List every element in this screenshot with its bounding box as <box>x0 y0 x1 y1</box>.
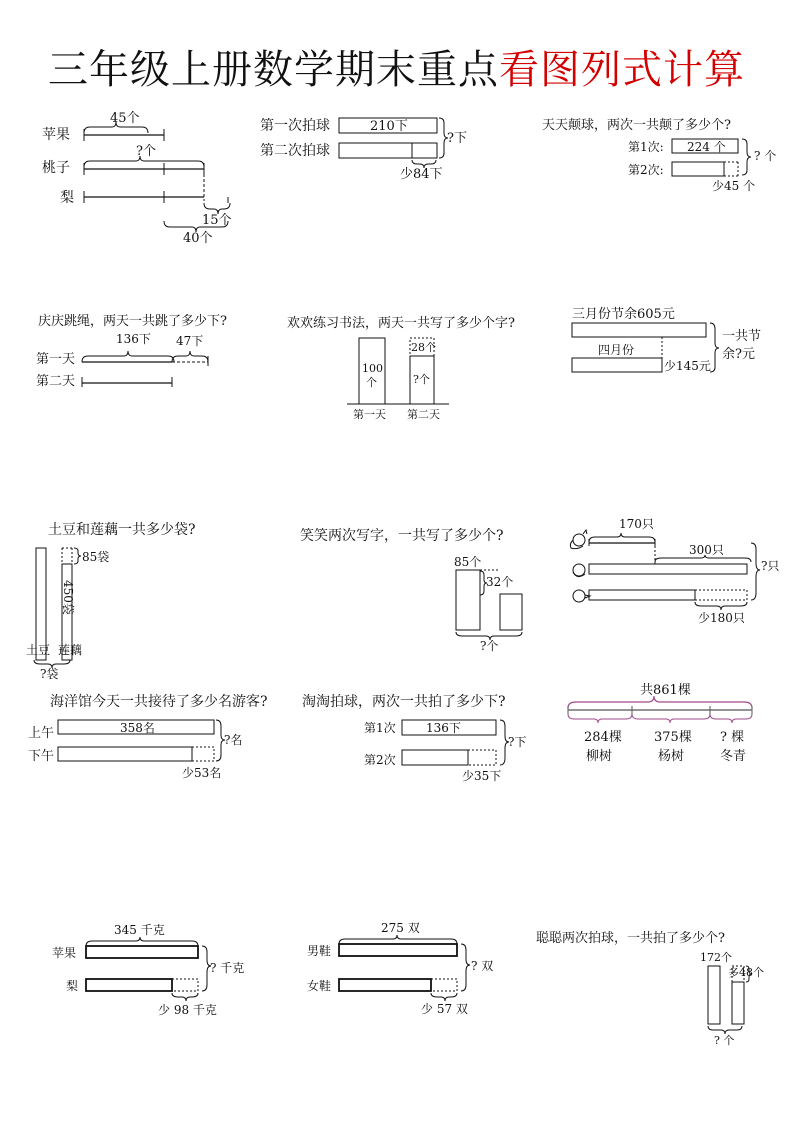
label-300: 300只 <box>689 543 724 557</box>
problem-6-savings <box>568 302 783 386</box>
duck-icon <box>573 590 590 602</box>
label-less: 少 57 双 <box>421 1002 468 1016</box>
label-second: 第2次 <box>364 753 396 767</box>
label-lotus: 莲藕 <box>58 643 83 657</box>
label-210: 210下 <box>370 119 408 134</box>
label-224: 224 个 <box>687 140 726 154</box>
bar-first <box>456 570 480 630</box>
brace-total <box>710 323 719 372</box>
problem-13-apples <box>50 920 270 1024</box>
diagram-1 <box>40 105 250 250</box>
label-170: 170只 <box>619 517 654 531</box>
label-potato: 土豆 <box>26 643 51 657</box>
label-poplar: 杨树 <box>658 749 685 764</box>
diagram-12 <box>562 680 762 770</box>
diagram-7 <box>26 518 226 683</box>
bar-second <box>402 750 468 765</box>
label-day2: 第二天 <box>36 374 76 389</box>
brace-holly <box>710 714 752 723</box>
brace-85 <box>74 548 81 564</box>
question: 淘淘拍球，两次一共拍了多少下? <box>302 694 506 710</box>
problem-15-ball <box>536 926 786 1055</box>
problem-5-calligraphy <box>287 312 537 426</box>
bar-women-less <box>431 979 457 991</box>
brace-136 <box>82 351 174 362</box>
brace-less <box>431 993 457 1001</box>
problem-12-trees <box>562 680 762 774</box>
label-q: ? 双 <box>471 959 494 973</box>
label-second: 第二次拍球 <box>260 143 330 159</box>
question: 海洋馆今天一共接待了多少名游客? <box>50 694 268 710</box>
question: 庆庆跳绳，两天一共跳了多少下? <box>38 314 227 329</box>
label-q: ? 个 <box>754 149 777 163</box>
brace-less <box>695 602 747 610</box>
label-total: 共861棵 <box>640 683 691 698</box>
label-less: 少84下 <box>400 167 443 182</box>
problem-1-fruits <box>40 105 250 254</box>
bar-women <box>339 979 431 991</box>
label-47: 47下 <box>176 334 204 348</box>
label-40: 40个 <box>183 231 213 246</box>
label-450: 450袋 <box>61 580 75 615</box>
bar-second <box>672 162 724 176</box>
label-total1: 一共节 <box>722 329 762 344</box>
label-pm: 下午 <box>28 749 55 764</box>
label-less: 少45 个 <box>712 179 756 193</box>
label-q: ?名 <box>224 733 243 747</box>
question: 天天颠球，两次一共颠了多少个? <box>542 118 731 133</box>
diagram-10 <box>26 690 296 785</box>
brace-47 <box>172 351 208 362</box>
label-ge: 个 <box>366 376 377 389</box>
label-375: 375棵 <box>654 730 692 745</box>
rooster-icon <box>570 530 587 549</box>
bar-pear-less <box>172 979 198 991</box>
label-85: 85袋 <box>82 550 110 564</box>
label-first: 第一次拍球 <box>260 118 330 134</box>
problem-14-shoes <box>305 918 525 1022</box>
label-100: 100 <box>362 362 383 375</box>
question: 土豆和莲藕一共多少袋? <box>48 522 196 538</box>
label-284: 284棵 <box>584 730 622 745</box>
diagram-9 <box>565 512 790 627</box>
label-q: ? 千克 <box>210 961 245 975</box>
diagram-3 <box>542 114 782 194</box>
label-172: 172个 <box>700 951 732 964</box>
label-men: 男鞋 <box>307 944 332 958</box>
bar-second <box>339 143 437 158</box>
brace-poplar <box>632 714 710 723</box>
label-less: 少 98 千克 <box>158 1003 217 1017</box>
bar-hen <box>589 564 747 574</box>
brace-total <box>708 1026 742 1034</box>
hen-icon <box>573 564 585 577</box>
diagram-13 <box>50 920 270 1020</box>
label-less: 少145元 <box>664 359 711 373</box>
label-q: ?个 <box>136 144 156 159</box>
diagram-6 <box>568 302 783 382</box>
problem-4-rope <box>36 310 276 394</box>
question: 笑笑两次写字，一共写了多少个? <box>300 528 504 544</box>
brace-170 <box>589 533 655 542</box>
label-peach: 桃子 <box>42 160 70 176</box>
label-45: 45个 <box>110 111 140 126</box>
brace-275 <box>339 935 457 944</box>
diagram-2 <box>258 114 468 184</box>
brace-345 <box>86 937 198 946</box>
brace-total <box>742 139 751 175</box>
diagram-5 <box>287 312 537 422</box>
bar-pm <box>58 747 192 761</box>
label-q: ?下 <box>447 131 467 146</box>
label-q: ? 棵 <box>720 730 745 745</box>
brace-less <box>172 993 198 1001</box>
label-48: 多48个 <box>728 966 764 979</box>
label-april: 四月份 <box>598 343 635 357</box>
bar-first <box>708 966 720 1024</box>
label-less: 少35下 <box>462 769 502 783</box>
title-red: 看图列式计算 <box>499 47 745 93</box>
diagram-14 <box>305 918 525 1018</box>
label-less: 少53名 <box>182 766 222 780</box>
label-q: ?下 <box>508 735 527 749</box>
label-march: 三月份节余605元 <box>572 307 675 322</box>
bar-april <box>572 358 662 372</box>
label-358: 358名 <box>120 721 155 735</box>
label-q: ? 个 <box>714 1034 735 1047</box>
label-15: 15个 <box>202 213 232 228</box>
label-total2: 余?元 <box>722 347 755 362</box>
bar-men <box>339 944 457 956</box>
problem-2-ball <box>258 114 468 188</box>
label-less: 少180只 <box>698 611 745 625</box>
diagram-15 <box>536 926 786 1051</box>
problem-11-bounce <box>302 690 542 789</box>
label-q: ?袋 <box>40 667 59 681</box>
question: 聪聪两次拍球，一共拍了多少个? <box>536 931 725 946</box>
label-85: 85个 <box>454 555 482 569</box>
brace-willow <box>568 714 632 723</box>
problem-8-writing <box>300 524 540 658</box>
problem-9-poultry <box>565 512 790 631</box>
brace-total <box>461 944 470 991</box>
problem-3-juggle <box>542 114 782 198</box>
label-32: 32个 <box>486 575 514 589</box>
label-345: 345 千克 <box>114 923 165 937</box>
label-q: ?个 <box>413 373 430 386</box>
label-136: 136下 <box>116 332 151 346</box>
label-136: 136下 <box>426 721 461 735</box>
bar-second <box>732 982 744 1024</box>
label-day1: 第一天 <box>353 408 386 421</box>
label-apple: 苹果 <box>52 946 77 960</box>
diagram-8 <box>300 524 540 654</box>
label-holly: 冬青 <box>720 749 747 764</box>
label-first: 第1次: <box>628 140 664 154</box>
question: 欢欢练习书法，两天一共写了多少个字? <box>287 316 515 331</box>
label-day1: 第一天 <box>36 352 76 367</box>
label-apple: 苹果 <box>42 127 70 143</box>
bar-second-less <box>468 750 496 765</box>
problem-10-aquarium <box>26 690 296 789</box>
label-willow: 柳树 <box>586 749 613 764</box>
label-28: 28个 <box>411 341 436 354</box>
label-275: 275 双 <box>381 921 420 935</box>
label-day2: 第二天 <box>407 408 440 421</box>
brace-total <box>751 543 760 600</box>
label-pear: 梨 <box>60 190 74 206</box>
bar-apple <box>86 946 198 958</box>
diagram-11 <box>302 690 542 785</box>
title-black: 三年级上册数学期末重点 <box>48 47 499 93</box>
bar-march <box>572 323 706 337</box>
bar-pm-less <box>192 747 214 761</box>
label-second: 第2次: <box>628 163 664 177</box>
bar-second <box>500 594 522 630</box>
problem-7-bags <box>26 518 226 687</box>
label-q: ?只 <box>761 559 780 573</box>
bar-pear <box>86 979 172 991</box>
diagram-4 <box>36 310 276 390</box>
label-am: 上午 <box>28 726 55 741</box>
label-q: ?个 <box>480 639 499 653</box>
page-title <box>0 38 793 95</box>
label-first: 第1次 <box>364 721 396 735</box>
label-pear: 梨 <box>66 979 79 993</box>
label-women: 女鞋 <box>307 979 332 993</box>
bar-duck <box>589 590 695 600</box>
